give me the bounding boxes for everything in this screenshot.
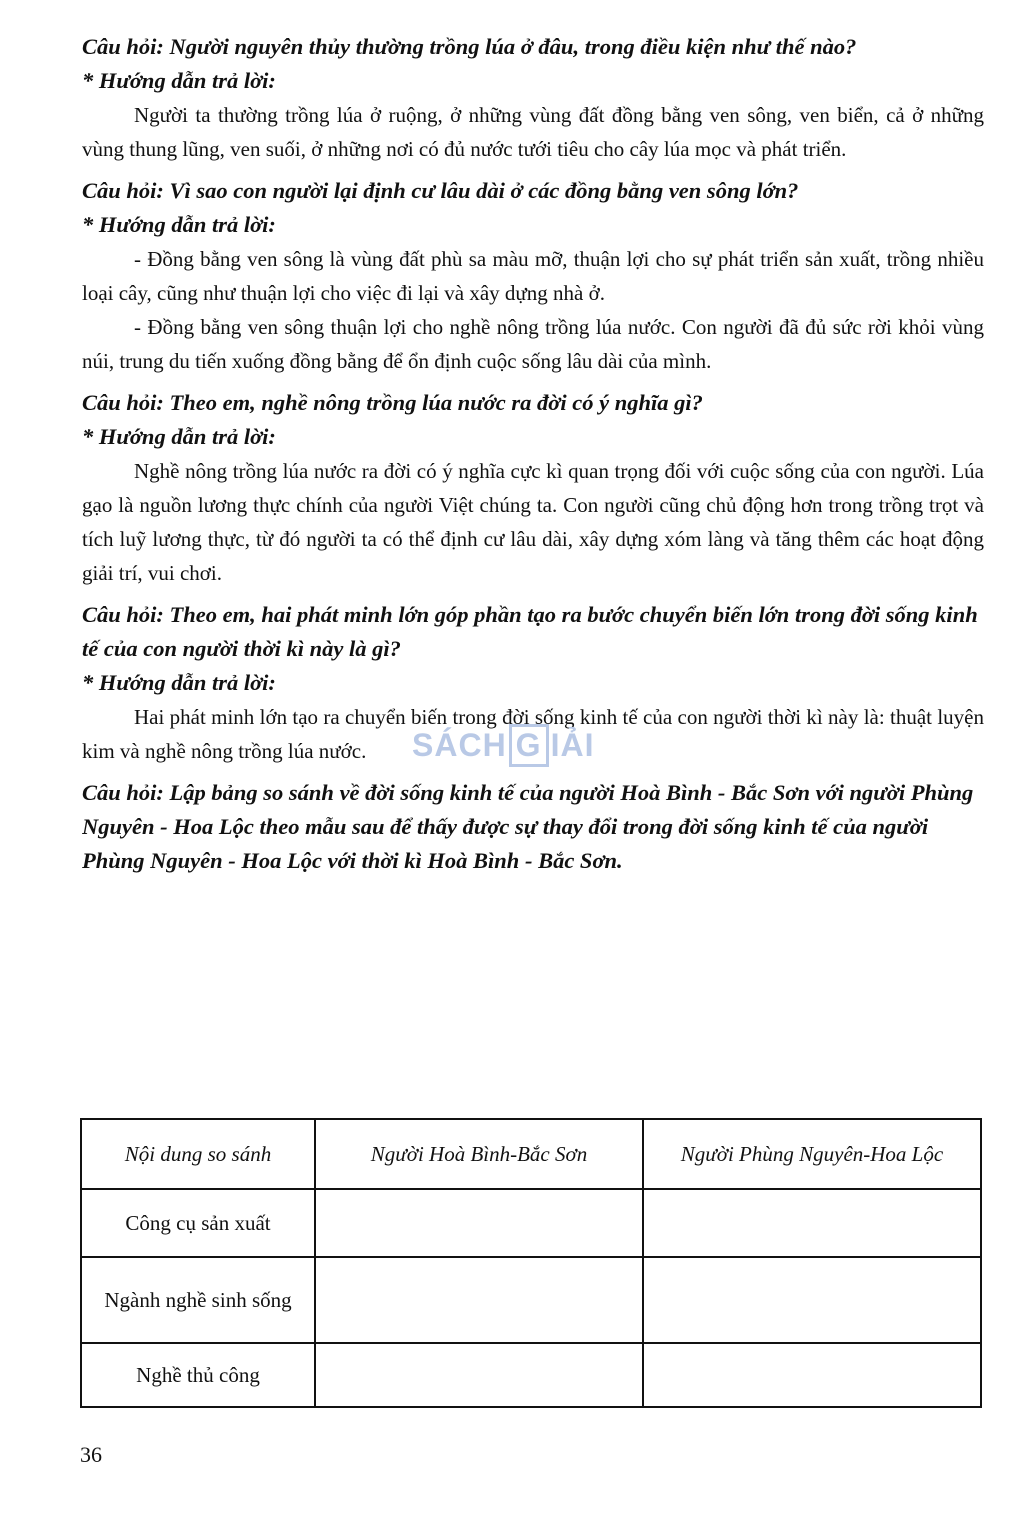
watermark-text: IẢI [550,727,595,763]
table-empty-cell [643,1257,981,1343]
table-empty-cell [315,1257,643,1343]
answer-guide-label-2: * Hướng dẫn trả lời: [82,212,276,237]
watermark-logo [412,724,594,767]
question-2: Câu hỏi: Vì sao con người lại định cư lâu dài ở các đồng bằng ven sông lớn? [82,178,799,203]
answer-guide-label-3: * Hướng dẫn trả lời: [82,424,276,449]
table-row [81,1343,981,1407]
table-empty-cell [315,1189,643,1257]
table-row [81,1189,981,1257]
table-row-label: Công cụ sản xuất [81,1189,315,1257]
comparison-table [80,1118,982,1408]
answer-guide-label-1: * Hướng dẫn trả lời: [82,68,276,93]
question-3: Câu hỏi: Theo em, nghề nông trồng lúa nước ra đời có ý nghĩa gì? [82,390,703,415]
question-1: Câu hỏi: Người nguyên thủy thường trồng lúa ở đâu, trong điều kiện như thế nào? [82,34,857,59]
qa-section-5 [82,776,984,878]
table-empty-cell [315,1343,643,1407]
table-row-label: Ngành nghề sinh sống [81,1257,315,1343]
answer-paragraph: Hai phát minh lớn tạo ra chuyển biến trong đời sống kinh tế của con người thời kì này là: thuật luyện kim và nghề nông trồng lúa nước. [82,705,984,763]
table-empty-cell [643,1343,981,1407]
answer-paragraph: Người ta thường trồng lúa ở ruộng, ở những vùng đất đồng bằng ven sông, ven biển, cả ở những vùng thung lũng, ven suối, ở những nơi có đủ nước tưới tiêu cho cây lúa mọc và phát triển. [82,103,984,161]
table-header-row [81,1119,981,1189]
question-5: Câu hỏi: Lập bảng so sánh về đời sống kinh tế của người Hoà Bình - Bắc Sơn với người Phùng Nguyên - Hoa Lộc theo mẫu sau để thấy được sự thay đổi trong đời sống kinh tế của người Phùng Nguyên - Hoa Lộc với thời kì Hoà Bình - Bắc Sơn. [82,780,974,873]
answer-paragraph: - Đồng bằng ven sông là vùng đất phù sa màu mỡ, thuận lợi cho sự phát triển sản xuất, trồng nhiều loại cây, cũng như thuận lợi cho việc đi lại và xây dựng nhà ở. [82,247,984,305]
answer-paragraph: - Đồng bằng ven sông thuận lợi cho nghề nông trồng lúa nước. Con người đã đủ sức rời khỏi vùng núi, trung du tiến xuống đồng bằng để ổn định cuộc sống lâu dài của mình. [82,315,984,373]
qa-section-1 [82,30,984,166]
table-header-cell: Người Hoà Bình-Bắc Sơn [315,1119,643,1189]
watermark-text: SÁCH [412,727,507,763]
qa-section-3 [82,386,984,590]
table-header-cell: Nội dung so sánh [81,1119,315,1189]
table-header-cell: Người Phùng Nguyên-Hoa Lộc [643,1119,981,1189]
answer-paragraph: Nghề nông trồng lúa nước ra đời có ý nghĩa cực kì quan trọng đối với cuộc sống của con người. Lúa gạo là nguồn lương thực chính của người Việt chúng ta. Con người cũng chủ động hơn trong trồng trọt và tích luỹ lương thực, từ đó người ta có thể định cư lâu dài, xây dựng xóm làng và tăng thêm các hoạt động giải trí, vui chơi. [82,459,984,585]
answer-guide-label-4: * Hướng dẫn trả lời: [82,670,276,695]
question-4: Câu hỏi: Theo em, hai phát minh lớn góp phần tạo ra bước chuyển biến lớn trong đời sống kinh tế của con người thời kì này là gì? [82,602,978,661]
table-row [81,1257,981,1343]
table-empty-cell [643,1189,981,1257]
table-row-label: Nghề thủ công [81,1343,315,1407]
page-number: 36 [80,1442,102,1467]
qa-section-2 [82,174,984,378]
watermark-g-box: G [509,724,549,767]
